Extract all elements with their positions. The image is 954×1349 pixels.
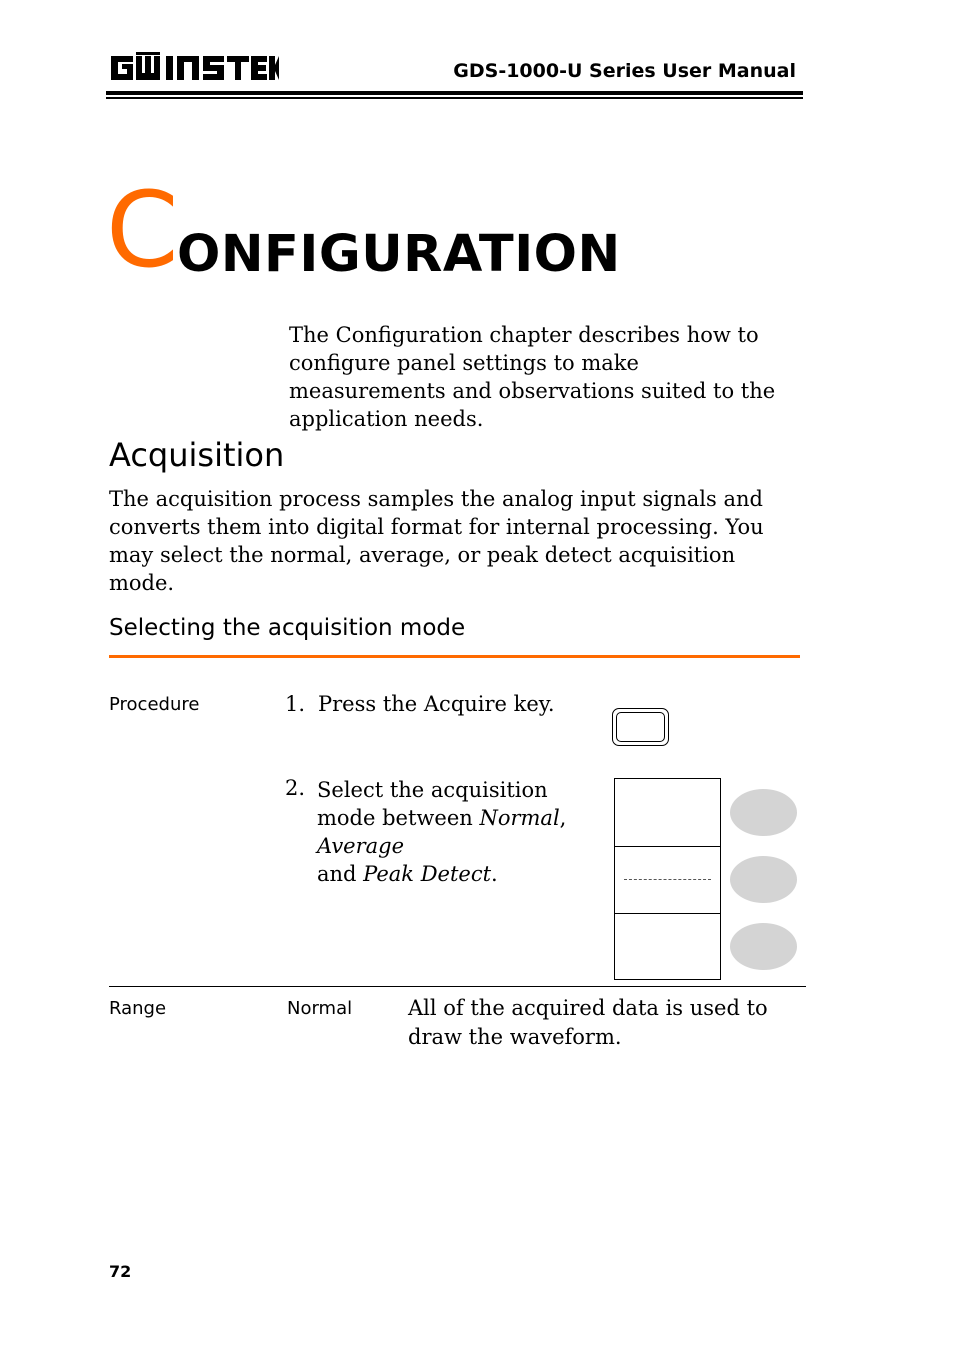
mode-peak-detect: Peak Detect xyxy=(363,862,492,886)
step-text-sep: , xyxy=(559,806,567,830)
acquire-key-icon xyxy=(612,708,669,746)
gw-instek-logo xyxy=(109,52,279,84)
step-text xyxy=(317,776,607,888)
step-text-part: Select the acquisition mode between xyxy=(317,778,548,830)
acquire-key-inner xyxy=(616,712,665,742)
subsection-rule xyxy=(109,655,800,658)
mode-normal: Normal xyxy=(479,806,560,830)
menu-cell xyxy=(615,847,720,914)
menu-cell xyxy=(615,914,720,979)
step-number: 2. xyxy=(285,776,306,800)
chapter-title-initial: C xyxy=(106,169,179,291)
range-rule xyxy=(109,986,806,987)
menu-panel-icon xyxy=(614,778,721,980)
section-title: Acquisition xyxy=(109,436,285,474)
page-number: 72 xyxy=(109,1262,132,1281)
range-description: All of the acquired data is used to draw the waveform. xyxy=(408,996,768,1049)
header-rule xyxy=(106,91,803,95)
range-label: Range xyxy=(109,998,167,1019)
header-rule-thin xyxy=(106,97,803,99)
menu-dash-divider xyxy=(624,879,711,880)
procedure-label: Procedure xyxy=(109,694,200,715)
range-mode: Normal xyxy=(287,998,353,1019)
section-body: The acquisition process samples the analog input signals and converts them into digital format for internal processing. You may select the normal, average, or peak detect acquisition mode. xyxy=(109,487,764,595)
step-text-end: . xyxy=(491,862,498,886)
header-title: GDS-1000-U Series User Manual xyxy=(453,60,796,82)
softkey-icon xyxy=(730,789,797,836)
menu-cell xyxy=(615,779,720,847)
subsection-title: Selecting the acquisition mode xyxy=(109,615,466,641)
softkey-icon xyxy=(730,856,797,903)
step-text-and: and xyxy=(317,862,364,886)
chapter-intro: The Configuration chapter describes how to configure panel settings to make measurements and observations suited to the application needs. xyxy=(289,323,776,431)
step-text: Press the Acquire key. xyxy=(318,692,555,716)
chapter-title: ONFIGURATION xyxy=(177,225,621,284)
softkey-icon xyxy=(730,923,797,970)
mode-average: Average xyxy=(317,834,405,858)
step-number: 1. xyxy=(285,692,306,716)
